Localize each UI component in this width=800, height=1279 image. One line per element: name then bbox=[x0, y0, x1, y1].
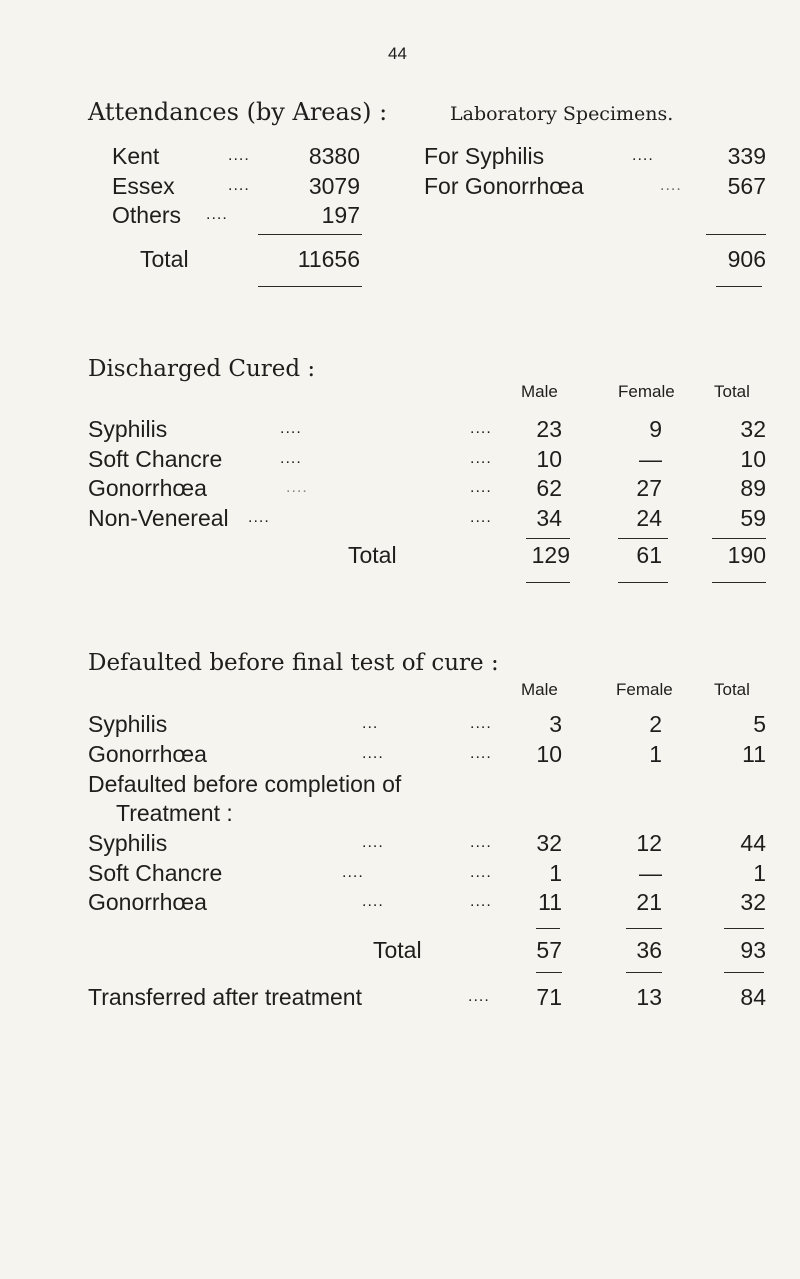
leader-dots: .... bbox=[470, 479, 492, 496]
divider bbox=[706, 234, 766, 235]
row-label: Soft Chancre bbox=[88, 446, 223, 472]
cell-total-total: 93 bbox=[740, 937, 766, 963]
divider bbox=[712, 582, 766, 583]
discharged-title: Discharged Cured : bbox=[88, 356, 316, 382]
attendance-total-value: 11656 bbox=[297, 246, 360, 272]
lab-value-gonorrhoea: 567 bbox=[727, 173, 766, 199]
attendances-title: Attendances (by Areas) : bbox=[88, 98, 388, 126]
cell-male: 23 bbox=[536, 416, 562, 442]
leader-dots: .... bbox=[228, 177, 250, 194]
row-label: Non-Venereal bbox=[88, 505, 229, 531]
attendance-value-others: 197 bbox=[321, 202, 360, 228]
attendance-value-kent: 8380 bbox=[308, 143, 360, 169]
cell-male: 1 bbox=[549, 860, 562, 886]
divider bbox=[626, 928, 662, 929]
row-label: Syphilis bbox=[88, 711, 168, 737]
cell-total: 11 bbox=[742, 741, 766, 767]
cell-male: 32 bbox=[536, 830, 562, 856]
cell-female: 2 bbox=[649, 711, 662, 737]
cell-male: 3 bbox=[549, 711, 562, 737]
cell-total: 44 bbox=[740, 830, 766, 856]
leader-dots: .... bbox=[228, 147, 250, 164]
divider bbox=[626, 972, 662, 973]
cell-total: 32 bbox=[740, 416, 766, 442]
leader-dots: .... bbox=[470, 509, 492, 526]
cell-male: 10 bbox=[536, 446, 562, 472]
cell-female: 13 bbox=[636, 984, 662, 1010]
cell-female-total: 36 bbox=[636, 937, 662, 963]
leader-dots: .... bbox=[470, 715, 492, 732]
leader-dots: .... bbox=[342, 864, 364, 881]
discharged-total-label: Total bbox=[348, 542, 397, 568]
lab-value-syphilis: 339 bbox=[727, 143, 766, 169]
cell-female: 21 bbox=[636, 889, 662, 915]
divider bbox=[618, 582, 668, 583]
cell-male: 62 bbox=[536, 475, 562, 501]
leader-dots: .... bbox=[470, 893, 492, 910]
column-header-female: Female bbox=[618, 382, 675, 401]
leader-dots: .... bbox=[468, 988, 490, 1005]
divider bbox=[536, 972, 562, 973]
row-label: Syphilis bbox=[88, 830, 168, 856]
cell-total: 59 bbox=[740, 505, 766, 531]
leader-dots: .... bbox=[248, 509, 270, 526]
leader-dots: .... bbox=[470, 450, 492, 467]
cell-male-total: 129 bbox=[531, 542, 570, 568]
cell-female: 1 bbox=[649, 741, 662, 767]
cell-total: 1 bbox=[753, 860, 766, 886]
lab-total-value: 906 bbox=[727, 246, 766, 272]
column-header-male: Male bbox=[521, 382, 558, 401]
defaulted-total-label: Total bbox=[373, 937, 422, 963]
attendance-label-essex: Essex bbox=[112, 173, 175, 199]
attendance-value-essex: 3079 bbox=[308, 173, 360, 199]
leader-dots: .... bbox=[632, 147, 654, 164]
row-label: Gonorrhœa bbox=[88, 475, 207, 501]
column-header-female: Female bbox=[616, 680, 673, 699]
defaulted-title: Defaulted before final test of cure : bbox=[88, 650, 499, 676]
cell-total-total: 190 bbox=[727, 542, 766, 568]
attendance-label-others: Others bbox=[112, 202, 182, 228]
cell-female: — bbox=[639, 860, 662, 886]
cell-total: 89 bbox=[740, 475, 766, 501]
leader-dots: .... bbox=[660, 177, 682, 194]
lab-label-gonorrhoea: For Gonorrhœa bbox=[424, 173, 584, 199]
divider bbox=[724, 972, 764, 973]
page-number: 44 bbox=[388, 44, 407, 63]
divider bbox=[258, 234, 362, 235]
attendance-total-label: Total bbox=[140, 246, 189, 272]
column-header-total: Total bbox=[714, 382, 750, 401]
cell-total: 84 bbox=[740, 984, 766, 1010]
leader-dots: ... bbox=[362, 715, 379, 732]
leader-dots: .... bbox=[286, 479, 308, 496]
lab-label-syphilis: For Syphilis bbox=[424, 143, 545, 169]
row-label: Gonorrhœa bbox=[88, 741, 207, 767]
leader-dots: .... bbox=[280, 420, 302, 437]
cell-female: — bbox=[639, 446, 662, 472]
divider bbox=[536, 928, 560, 929]
cell-total: 10 bbox=[740, 446, 766, 472]
divider bbox=[526, 582, 570, 583]
row-label: Syphilis bbox=[88, 416, 168, 442]
column-header-total: Total bbox=[714, 680, 750, 699]
leader-dots: .... bbox=[280, 450, 302, 467]
cell-male: 34 bbox=[536, 505, 562, 531]
divider bbox=[712, 538, 766, 539]
cell-female: 24 bbox=[636, 505, 662, 531]
cell-female-total: 61 bbox=[636, 542, 662, 568]
leader-dots: .... bbox=[470, 420, 492, 437]
leader-dots: .... bbox=[470, 834, 492, 851]
divider bbox=[526, 538, 570, 539]
cell-female: 9 bbox=[649, 416, 662, 442]
divider bbox=[618, 538, 668, 539]
cell-female: 12 bbox=[636, 830, 662, 856]
leader-dots: .... bbox=[470, 745, 492, 762]
column-header-male: Male bbox=[521, 680, 558, 699]
leader-dots: .... bbox=[206, 206, 228, 223]
subheading: Treatment : bbox=[116, 800, 233, 826]
cell-total: 32 bbox=[740, 889, 766, 915]
row-label: Soft Chancre bbox=[88, 860, 223, 886]
leader-dots: .... bbox=[362, 834, 384, 851]
lab-title: Laboratory Specimens. bbox=[450, 103, 674, 125]
row-label: Gonorrhœa bbox=[88, 889, 207, 915]
cell-male-total: 57 bbox=[536, 937, 562, 963]
transferred-label: Transferred after treatment bbox=[88, 984, 362, 1010]
leader-dots: .... bbox=[362, 893, 384, 910]
leader-dots: .... bbox=[470, 864, 492, 881]
leader-dots: .... bbox=[362, 745, 384, 762]
divider bbox=[716, 286, 762, 287]
subheading: Defaulted before completion of bbox=[88, 771, 402, 797]
divider bbox=[258, 286, 362, 287]
divider bbox=[724, 928, 764, 929]
cell-male: 10 bbox=[536, 741, 562, 767]
cell-total: 5 bbox=[753, 711, 766, 737]
cell-male: 11 bbox=[538, 889, 562, 915]
attendance-label-kent: Kent bbox=[112, 143, 160, 169]
cell-male: 71 bbox=[536, 984, 562, 1010]
cell-female: 27 bbox=[636, 475, 662, 501]
